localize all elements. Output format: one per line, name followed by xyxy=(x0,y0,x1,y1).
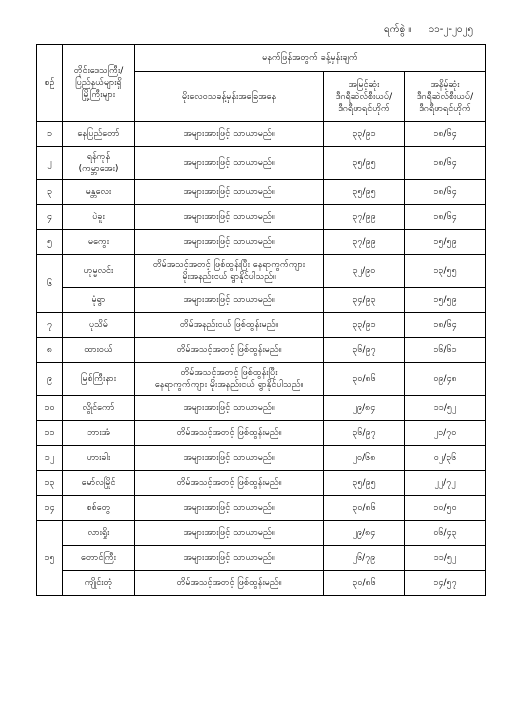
city-name: မုံရွာ xyxy=(91,295,106,305)
weather-text: တိမ်အသင့်အတင့် ဖြစ်ထွန်းမည်။ xyxy=(176,478,282,488)
city-name: မော်လမြိုင် xyxy=(81,478,116,488)
cell-min-temp: ၁၈/၆၄ xyxy=(405,205,486,230)
cell-max-temp: ၃၅/၉၅ xyxy=(324,147,405,180)
table-row xyxy=(37,230,486,255)
cell-min-temp: ၀၆/၄၃ xyxy=(405,521,486,546)
cell-weather xyxy=(135,338,324,363)
weather-text: တိမ်အနည်းငယ် ဖြစ်ထွန်းမည်။ xyxy=(179,320,279,330)
cell-weather xyxy=(135,446,324,471)
city-name: ဟုမ္မလင်း xyxy=(83,266,114,276)
cell-max-temp: ၃၆/၉၇ xyxy=(324,421,405,446)
col-weather-header: မိုးလေဝသခန့်မှန်းအခြေအနေ xyxy=(135,72,324,122)
cell-weather xyxy=(135,288,324,313)
city-name: ပုသိမ် xyxy=(89,320,108,330)
col-city-header xyxy=(63,45,135,122)
weather-text: တိမ်အသင့်အတင့် ဖြစ်ထွန်းမည်။ xyxy=(176,428,282,438)
city-name: မကွေး xyxy=(87,237,110,247)
cell-max-temp: ၃၅/၉၅ xyxy=(324,180,405,205)
cell-no: ၁၅ xyxy=(37,521,63,596)
table-row xyxy=(37,180,486,205)
cell-max-temp: ၂၀/၆၈ xyxy=(324,446,405,471)
city-name: မန္တလေး xyxy=(85,187,112,197)
weather-text: အများအားဖြင့် သာယာမည်။ xyxy=(183,187,275,197)
weather-text: တိမ်အသင့်အတင့် ဖြစ်ထွန်းမည်။ xyxy=(176,345,282,355)
weather-text: အများအားဖြင့် သာယာမည်။ xyxy=(183,212,275,222)
city-name: ကျိုင်းတုံ xyxy=(84,578,113,588)
city-name: စစ်တွေ xyxy=(86,503,111,513)
weather-text: အများအားဖြင့် သာယာမည်။ xyxy=(183,129,275,139)
table-row xyxy=(37,396,486,421)
cell-city xyxy=(63,363,135,396)
cell-city xyxy=(63,421,135,446)
col-city-line2: ပြည်နယ်များရှိ xyxy=(75,78,122,88)
cell-max-temp: ၃၀/၈၆ xyxy=(324,363,405,396)
weather-text: အများအားဖြင့် သာယာမည်။ xyxy=(183,503,275,513)
cell-min-temp: ၀၂/၃၆ xyxy=(405,446,486,471)
city-name: ဟားခါး xyxy=(86,453,111,463)
weather-text: အများအားဖြင့် သာယာမည်။ xyxy=(183,453,275,463)
table-row xyxy=(37,546,486,571)
weather-text: တိမ်အသင့်အတင့် ဖြစ်ထွန်းပြီး xyxy=(180,368,278,378)
cell-min-temp: ၁၄/၅၇ xyxy=(405,571,486,596)
cell-weather xyxy=(135,122,324,147)
city-name: လွိုင်ကော် xyxy=(82,403,115,413)
cell-city xyxy=(63,496,135,521)
table-row xyxy=(37,363,486,396)
city-name: ပဲခူး xyxy=(92,212,105,222)
cell-city xyxy=(63,396,135,421)
cell-city xyxy=(63,122,135,147)
table-row xyxy=(37,122,486,147)
weather-text: အများအားဖြင့် သာယာမည်။ xyxy=(183,528,275,538)
cell-city xyxy=(63,205,135,230)
cell-weather xyxy=(135,180,324,205)
cell-no: ၄ xyxy=(37,205,63,230)
cell-no: ၁၄ xyxy=(37,496,63,521)
table-row xyxy=(37,496,486,521)
cell-city xyxy=(63,446,135,471)
table-row xyxy=(37,338,486,363)
weather-text: အများအားဖြင့် သာယာမည်။ xyxy=(183,237,275,247)
forecast-table xyxy=(36,44,486,596)
cell-min-temp: ၁၈/၆၄ xyxy=(405,180,486,205)
cell-min-temp: ၀၉/၄၈ xyxy=(405,363,486,396)
cell-min-temp: ၁၈/၆၄ xyxy=(405,313,486,338)
cell-max-temp: ၃၆/၉၇ xyxy=(324,338,405,363)
cell-city xyxy=(63,546,135,571)
cell-max-temp: ၂၉/၈၄ xyxy=(324,521,405,546)
cell-min-temp: ၁၈/၆၄ xyxy=(405,147,486,180)
city-name: မြစ်ကြီးနား xyxy=(81,374,116,384)
table-body xyxy=(37,122,486,596)
weather-text: တိမ်အသင့်အတင့် ဖြစ်ထွန်းမည်။ xyxy=(176,578,282,588)
col-max-line3: ဒီဂရီဖာရင်ဟိုက် xyxy=(338,103,390,114)
cell-city xyxy=(63,180,135,205)
cell-weather xyxy=(135,471,324,496)
weather-text: တိမ်အသင့်အတင့် ဖြစ်ထွန်းပြီး နေရာကွက်ကျား xyxy=(152,260,306,270)
cell-max-temp: ၃၂/၉၀ xyxy=(324,255,405,288)
cell-no: ၇ xyxy=(37,313,63,338)
cell-no: ၃ xyxy=(37,180,63,205)
cell-max-temp: ၂၆/၇၉ xyxy=(324,546,405,571)
col-min-line3: ဒီဂရီဖာရင်ဟိုက် xyxy=(419,103,471,114)
city-name: ဘားအံ xyxy=(87,428,110,438)
cell-no: ၁ xyxy=(37,122,63,147)
cell-city xyxy=(63,313,135,338)
city-name: တောင်ကြီး xyxy=(81,553,116,563)
city-name: ထားဝယ် xyxy=(84,345,113,355)
cell-weather xyxy=(135,496,324,521)
cell-no: ၉ xyxy=(37,363,63,396)
cell-city xyxy=(63,147,135,180)
cell-no: ၂ xyxy=(37,147,63,180)
col-min-line1: အနိမ့်ဆုံး xyxy=(430,79,460,90)
cell-no: ၁၁ xyxy=(37,421,63,446)
cell-weather xyxy=(135,147,324,180)
cell-weather xyxy=(135,205,324,230)
col-min-header xyxy=(405,72,486,122)
cell-city xyxy=(63,255,135,288)
cell-no: ၁၂ xyxy=(37,446,63,471)
weather-text: အများအားဖြင့် သာယာမည်။ xyxy=(183,403,275,413)
city-name: ရန်ကုန် xyxy=(86,152,111,162)
cell-weather xyxy=(135,546,324,571)
weather-text: အများအားဖြင့် သာယာမည်။ xyxy=(183,158,275,168)
cell-max-temp: ၃၃/၉၁ xyxy=(324,122,405,147)
table-row xyxy=(37,205,486,230)
date-line xyxy=(370,22,473,37)
cell-no: ၆ xyxy=(37,255,63,313)
cell-weather xyxy=(135,230,324,255)
city-name: နေပြည်တော် xyxy=(77,129,120,139)
table-header xyxy=(37,45,486,122)
cell-weather xyxy=(135,421,324,446)
table-row xyxy=(37,521,486,546)
cell-max-temp: ၃၄/၉၃ xyxy=(324,288,405,313)
cell-no: ၅ xyxy=(37,230,63,255)
table-row xyxy=(37,313,486,338)
table-row xyxy=(37,421,486,446)
weather-text: အများအားဖြင့် သာယာမည်။ xyxy=(183,295,275,305)
cell-weather xyxy=(135,571,324,596)
cell-max-temp: ၃၅/၉၅ xyxy=(324,471,405,496)
cell-max-temp: ၃၇/၉၉ xyxy=(324,205,405,230)
col-max-line2: ဒီဂရီဆဲလ်စီးယပ်/ xyxy=(335,91,393,102)
date-label: ရက်စွဲ ။ xyxy=(384,24,412,35)
cell-max-temp: ၃၀/၈၆ xyxy=(324,571,405,596)
weather-text-line2: မိုးအနည်းငယ် ရွာနိုင်ပါသည်။ xyxy=(182,272,276,282)
cell-weather xyxy=(135,396,324,421)
cell-weather xyxy=(135,363,324,396)
cell-city xyxy=(63,338,135,363)
table-row xyxy=(37,446,486,471)
weather-text: အများအားဖြင့် သာယာမည်။ xyxy=(183,553,275,563)
cell-max-temp: ၃၃/၉၁ xyxy=(324,313,405,338)
cell-weather xyxy=(135,313,324,338)
cell-max-temp: ၃၇/၉၉ xyxy=(324,230,405,255)
cell-min-temp: ၁၃/၅၅ xyxy=(405,255,486,288)
cell-city xyxy=(63,230,135,255)
cell-min-temp: ၁၆/၆၁ xyxy=(405,338,486,363)
cell-weather xyxy=(135,255,324,288)
cell-weather xyxy=(135,521,324,546)
col-max-line1: အမြင့်ဆုံး xyxy=(348,79,380,90)
cell-min-temp: ၂၁/၇၀ xyxy=(405,421,486,446)
col-max-header xyxy=(324,72,405,122)
col-no-header: စဉ် xyxy=(37,45,63,122)
table-row xyxy=(37,147,486,180)
weather-text-line2: နေရာကွက်ကျား မိုးအနည်းငယ် ရွာနိုင်ပါသည်။ xyxy=(154,380,304,390)
cell-min-temp: ၁၁/၅၂ xyxy=(405,546,486,571)
col-forecast-header: မနက်ဖြန်အတွက် ခန့်မှန်းချက် xyxy=(135,45,486,72)
cell-min-temp: ၁၅/၅၉ xyxy=(405,288,486,313)
cell-city xyxy=(63,521,135,546)
cell-no: ၁၀ xyxy=(37,396,63,421)
cell-min-temp: ၂၂/၇၂ xyxy=(405,471,486,496)
cell-city xyxy=(63,288,135,313)
table-row xyxy=(37,571,486,596)
cell-min-temp: ၁၅/၅၉ xyxy=(405,230,486,255)
cell-max-temp: ၂၉/၈၄ xyxy=(324,396,405,421)
cell-max-temp: ၃၀/၈၆ xyxy=(324,496,405,521)
cell-no: ၁၃ xyxy=(37,471,63,496)
table-row xyxy=(37,471,486,496)
cell-min-temp: ၁၈/၆၄ xyxy=(405,122,486,147)
city-name: လားရှိုး xyxy=(87,528,110,538)
cell-city xyxy=(63,471,135,496)
cell-min-temp: ၁၁/၅၂ xyxy=(405,396,486,421)
col-city-line1: တိုင်းဒေသကြီး/ xyxy=(73,66,124,76)
col-min-line2: ဒီဂရီဆဲလ်စီးယပ်/ xyxy=(416,91,474,102)
table-row xyxy=(37,288,486,313)
table-row xyxy=(37,255,486,288)
cell-min-temp: ၁၀/၅၀ xyxy=(405,496,486,521)
cell-city xyxy=(63,571,135,596)
cell-no: ၈ xyxy=(37,338,63,363)
col-city-line3: မြို့ကြီးများ xyxy=(81,90,116,100)
date-value: ၁၁-၂-၂၀၂၅ xyxy=(428,24,473,35)
city-subname: (ကမ္ဘာအေး) xyxy=(78,164,119,174)
